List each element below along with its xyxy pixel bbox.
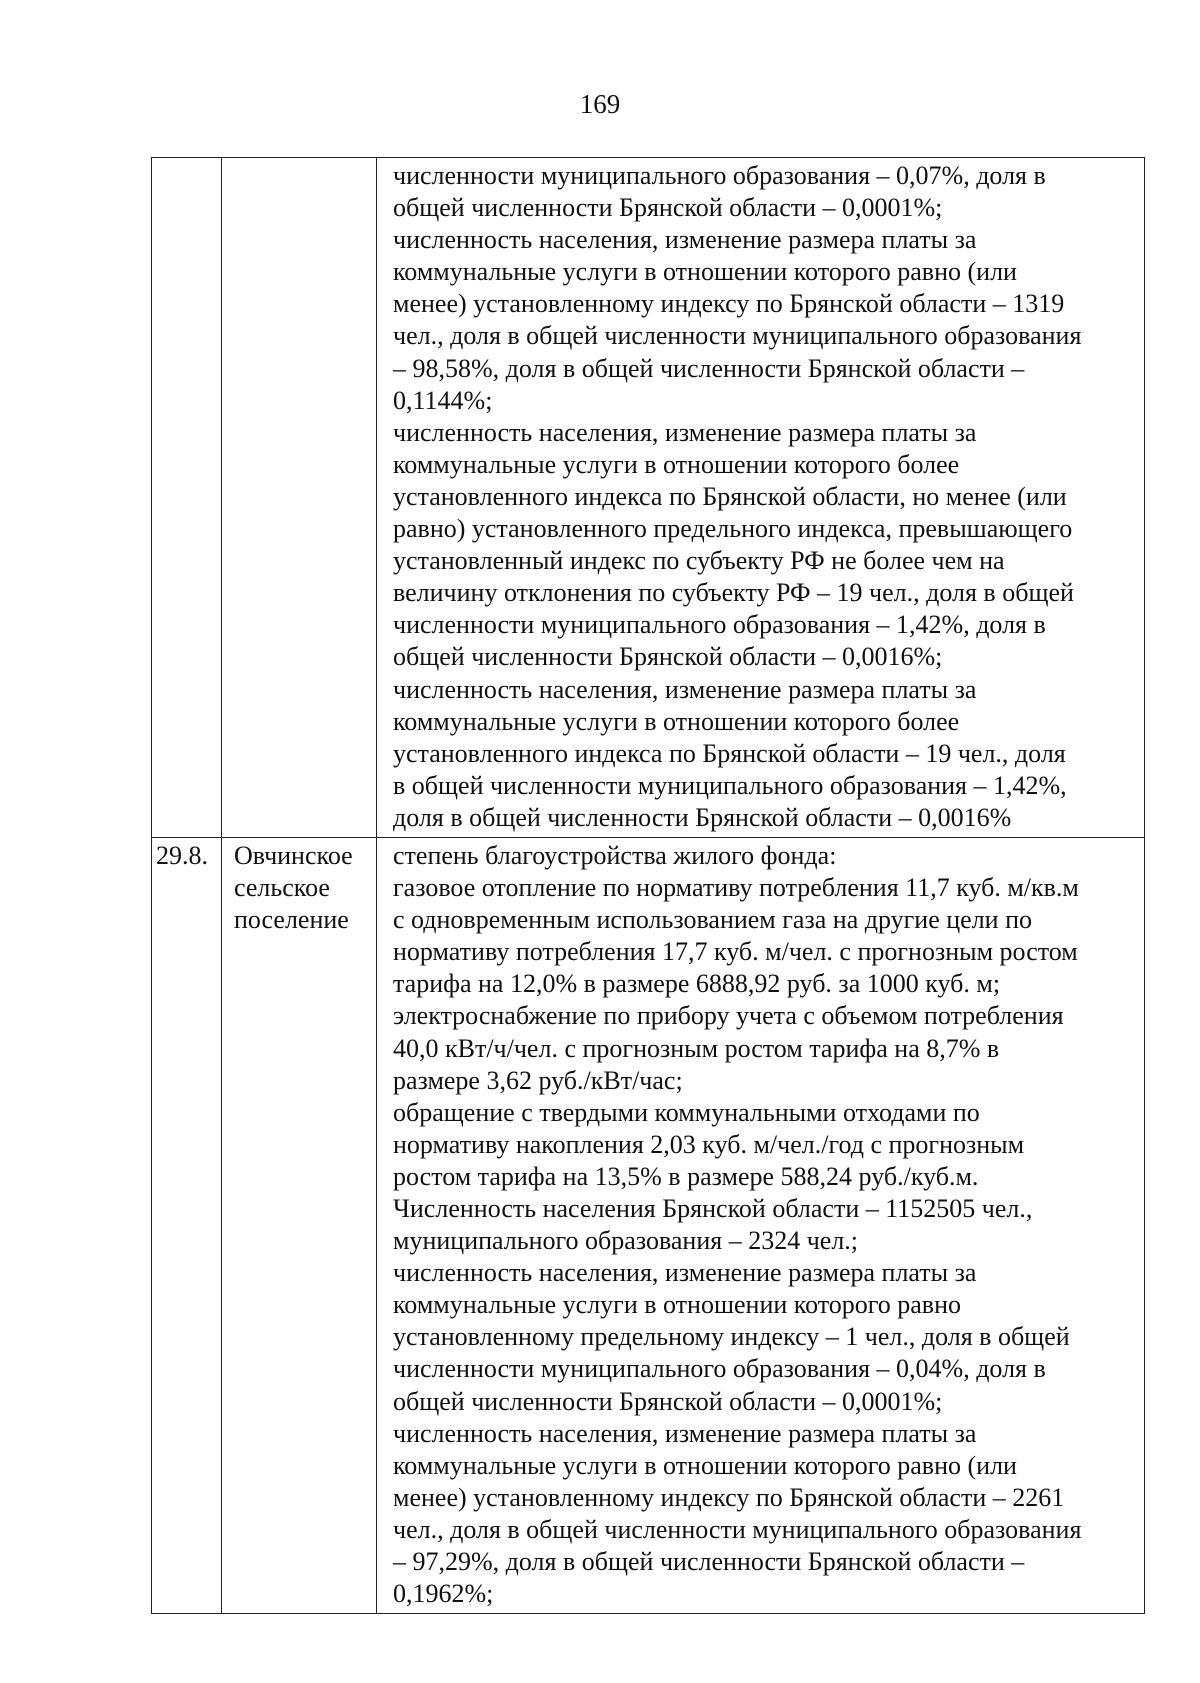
description-line: чел., доля в общей численности муниципального образования [393,321,1082,351]
settlement-name-line: сельское [234,873,330,903]
description-line: газовое отопление по нормативу потребления 11,7 куб. м/кв.м [393,873,1079,903]
description-line: коммунальные услуги в отношении которого равно (или [393,1450,1017,1480]
table-row [152,837,1145,1613]
description-line: величину отклонения по субъекту РФ – 19 чел., доля в общей [393,578,1074,608]
description-line: коммунальные услуги в отношении которого более [393,706,960,736]
description-cell [377,158,1145,838]
description-line: ростом тарифа на 13,5% в размере 588,24 руб./куб.м. [393,1161,979,1191]
description-line: численности муниципального образования – 0,04%, доля в [393,1354,1046,1384]
description-cell [377,837,1145,1613]
description-line: численность населения, изменение размера платы за [393,417,977,447]
description-line: коммунальные услуги в отношении которого равно [393,1290,962,1320]
description-line: численность населения, изменение размера платы за [393,674,977,704]
description-line: общей численности Брянской области – 0,0001%; [393,1386,943,1416]
description-line: Численность населения Брянской области – 1152505 чел., [393,1194,1033,1223]
settlement-name-line: Овчинское [234,840,353,870]
description-line: чел., доля в общей численности муниципального образования [393,1514,1082,1544]
description-line: степень благоустройства жилого фонда: [393,840,837,870]
description-line: равно) установленного предельного индекса, превышающего [393,514,1073,544]
description-line: численности муниципального образования – 1,42%, доля в [393,610,1046,640]
description-line: – 98,58%, доля в общей численности Брянской области – [393,353,1025,383]
description-line: менее) установленному индексу по Брянской области – 2261 [393,1482,1065,1512]
description-line: нормативу накопления 2,03 куб. м/чел./год с прогнозным [393,1129,1025,1159]
description-line: установленный индекс по субъекту РФ не более чем на [393,546,1005,576]
settlement-name-cell [222,837,377,1613]
description-line: нормативу потребления 17,7 куб. м/чел. с прогнозным ростом [393,937,1078,967]
row-number: 29.8. [156,840,208,870]
settlement-name-line: поселение [234,905,349,935]
description-line: с одновременным использованием газа на другие цели по [393,905,1032,935]
document-table [151,157,1145,1614]
description-line: установленного индекса по Брянской области, но менее (или [393,481,1067,511]
row-number-cell [152,158,222,838]
description-line: численность населения, изменение размера платы за [393,1258,977,1288]
table-row [152,158,1145,838]
description-line: 40,0 кВт/ч/чел. с прогнозным ростом тарифа на 8,7% в [393,1033,1000,1063]
description-line: общей численности Брянской области – 0,0016%; [393,642,943,672]
description-line: коммунальные услуги в отношении которого равно (или [393,257,1017,287]
description-line: менее) установленному индексу по Брянской области – 1319 [393,289,1065,319]
description-line: установленному предельному индексу – 1 чел., доля в общей [393,1322,1070,1352]
description-line: муниципального образования – 2324 чел.; [393,1226,859,1256]
description-line: 0,1144%; [393,385,493,415]
description-line: электроснабжение по прибору учета с объемом потребления [393,1001,1064,1031]
description-line: численность населения, изменение размера платы за [393,225,977,255]
description-line: установленного индекса по Брянской области – 19 чел., доля [393,738,1066,768]
description-line: численности муниципального образования – 0,07%, доля в [393,161,1046,190]
settlement-name-cell [222,158,377,838]
description-line: коммунальные услуги в отношении которого более [393,449,960,479]
page-number: 169 [579,89,621,119]
row-number-cell [152,837,222,1613]
description-line: тарифа на 12,0% в размере 6888,92 руб. за 1000 куб. м; [393,969,1001,999]
description-line: обращение с твердыми коммунальными отходами по [393,1097,980,1127]
description-line: численность населения, изменение размера платы за [393,1418,977,1448]
description-line: 0,1962%; [393,1579,494,1609]
description-line: общей численности Брянской области – 0,0001%; [393,193,943,223]
description-line: – 97,29%, доля в общей численности Брянской области – [393,1547,1025,1577]
description-line: размере 3,62 руб./кВт/час; [393,1065,683,1095]
description-line: в общей численности муниципального образования – 1,42%, [393,770,1067,800]
description-line: доля в общей численности Брянской области – 0,0016% [393,802,1012,832]
